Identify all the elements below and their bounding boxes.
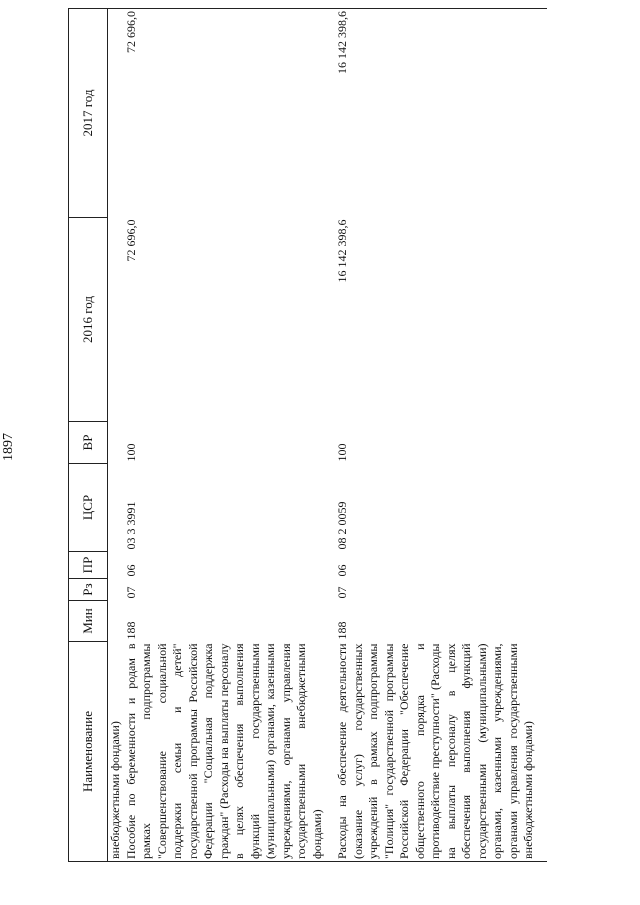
row-2016: 16 142 398,6 (335, 219, 349, 283)
row-2016: 72 696,0 (123, 219, 138, 262)
row-name: Расходы на обеспечение деятельности (оказание услуг) государственных учреждений в рамках подпрограммы "Полиция" государственной программы Российской Федерации "Обеспечение общественного порядка и противодействие преступности" (Расходы на выплаты персоналу в целях обеспечения выполнения функций государственными (муниципальными) органами, казенными учреждениями, органами управления государственными внебюджетными фондами) (335, 642, 547, 862)
row-csr: 03 3 3991 (123, 501, 138, 550)
row-pr: 06 (123, 564, 138, 577)
row-2017: 16 142 398,6 (335, 9, 547, 218)
row-name: Пособие по беременности и родам в рамках подпрограммы "Совершенствование социальной поддержки семьи и детей" государственной программы Российской Федерации "Социальная поддержка граждан" (Расходы на выплаты персоналу в целях обеспечения выполнения функций государственными (муниципальными) органами, казенными учреждениями, органами управления государственными внебюджетными фондами) (124, 642, 336, 862)
header-2016: 2016 год (69, 218, 108, 422)
header-pr: ПР (69, 552, 108, 579)
continuation-text: внебюджетными фондами) (108, 642, 124, 862)
continuation-row (108, 9, 124, 862)
row-min: 188 (123, 621, 138, 640)
table-row (335, 9, 547, 862)
row-min: 188 (335, 621, 349, 640)
row-rz: 07 (123, 586, 138, 599)
header-min: Мин (69, 601, 108, 642)
row-pr: 06 (335, 564, 349, 577)
budget-table (68, 8, 547, 862)
row-csr: 08 2 0059 (335, 501, 349, 550)
table-header (69, 9, 108, 862)
row-vr: 100 (335, 443, 349, 462)
header-csr: ЦСР (69, 464, 108, 552)
table-row (124, 9, 336, 862)
header-2017: 2017 год (69, 9, 108, 218)
header-rz: Рз (69, 579, 108, 601)
page-number: 1897 (1, 433, 16, 461)
row-2017: 72 696,0 (124, 9, 336, 218)
row-rz: 07 (335, 586, 349, 599)
header-vr: ВР (69, 422, 108, 464)
row-vr: 100 (123, 443, 138, 462)
header-name: Наименование (69, 642, 108, 862)
